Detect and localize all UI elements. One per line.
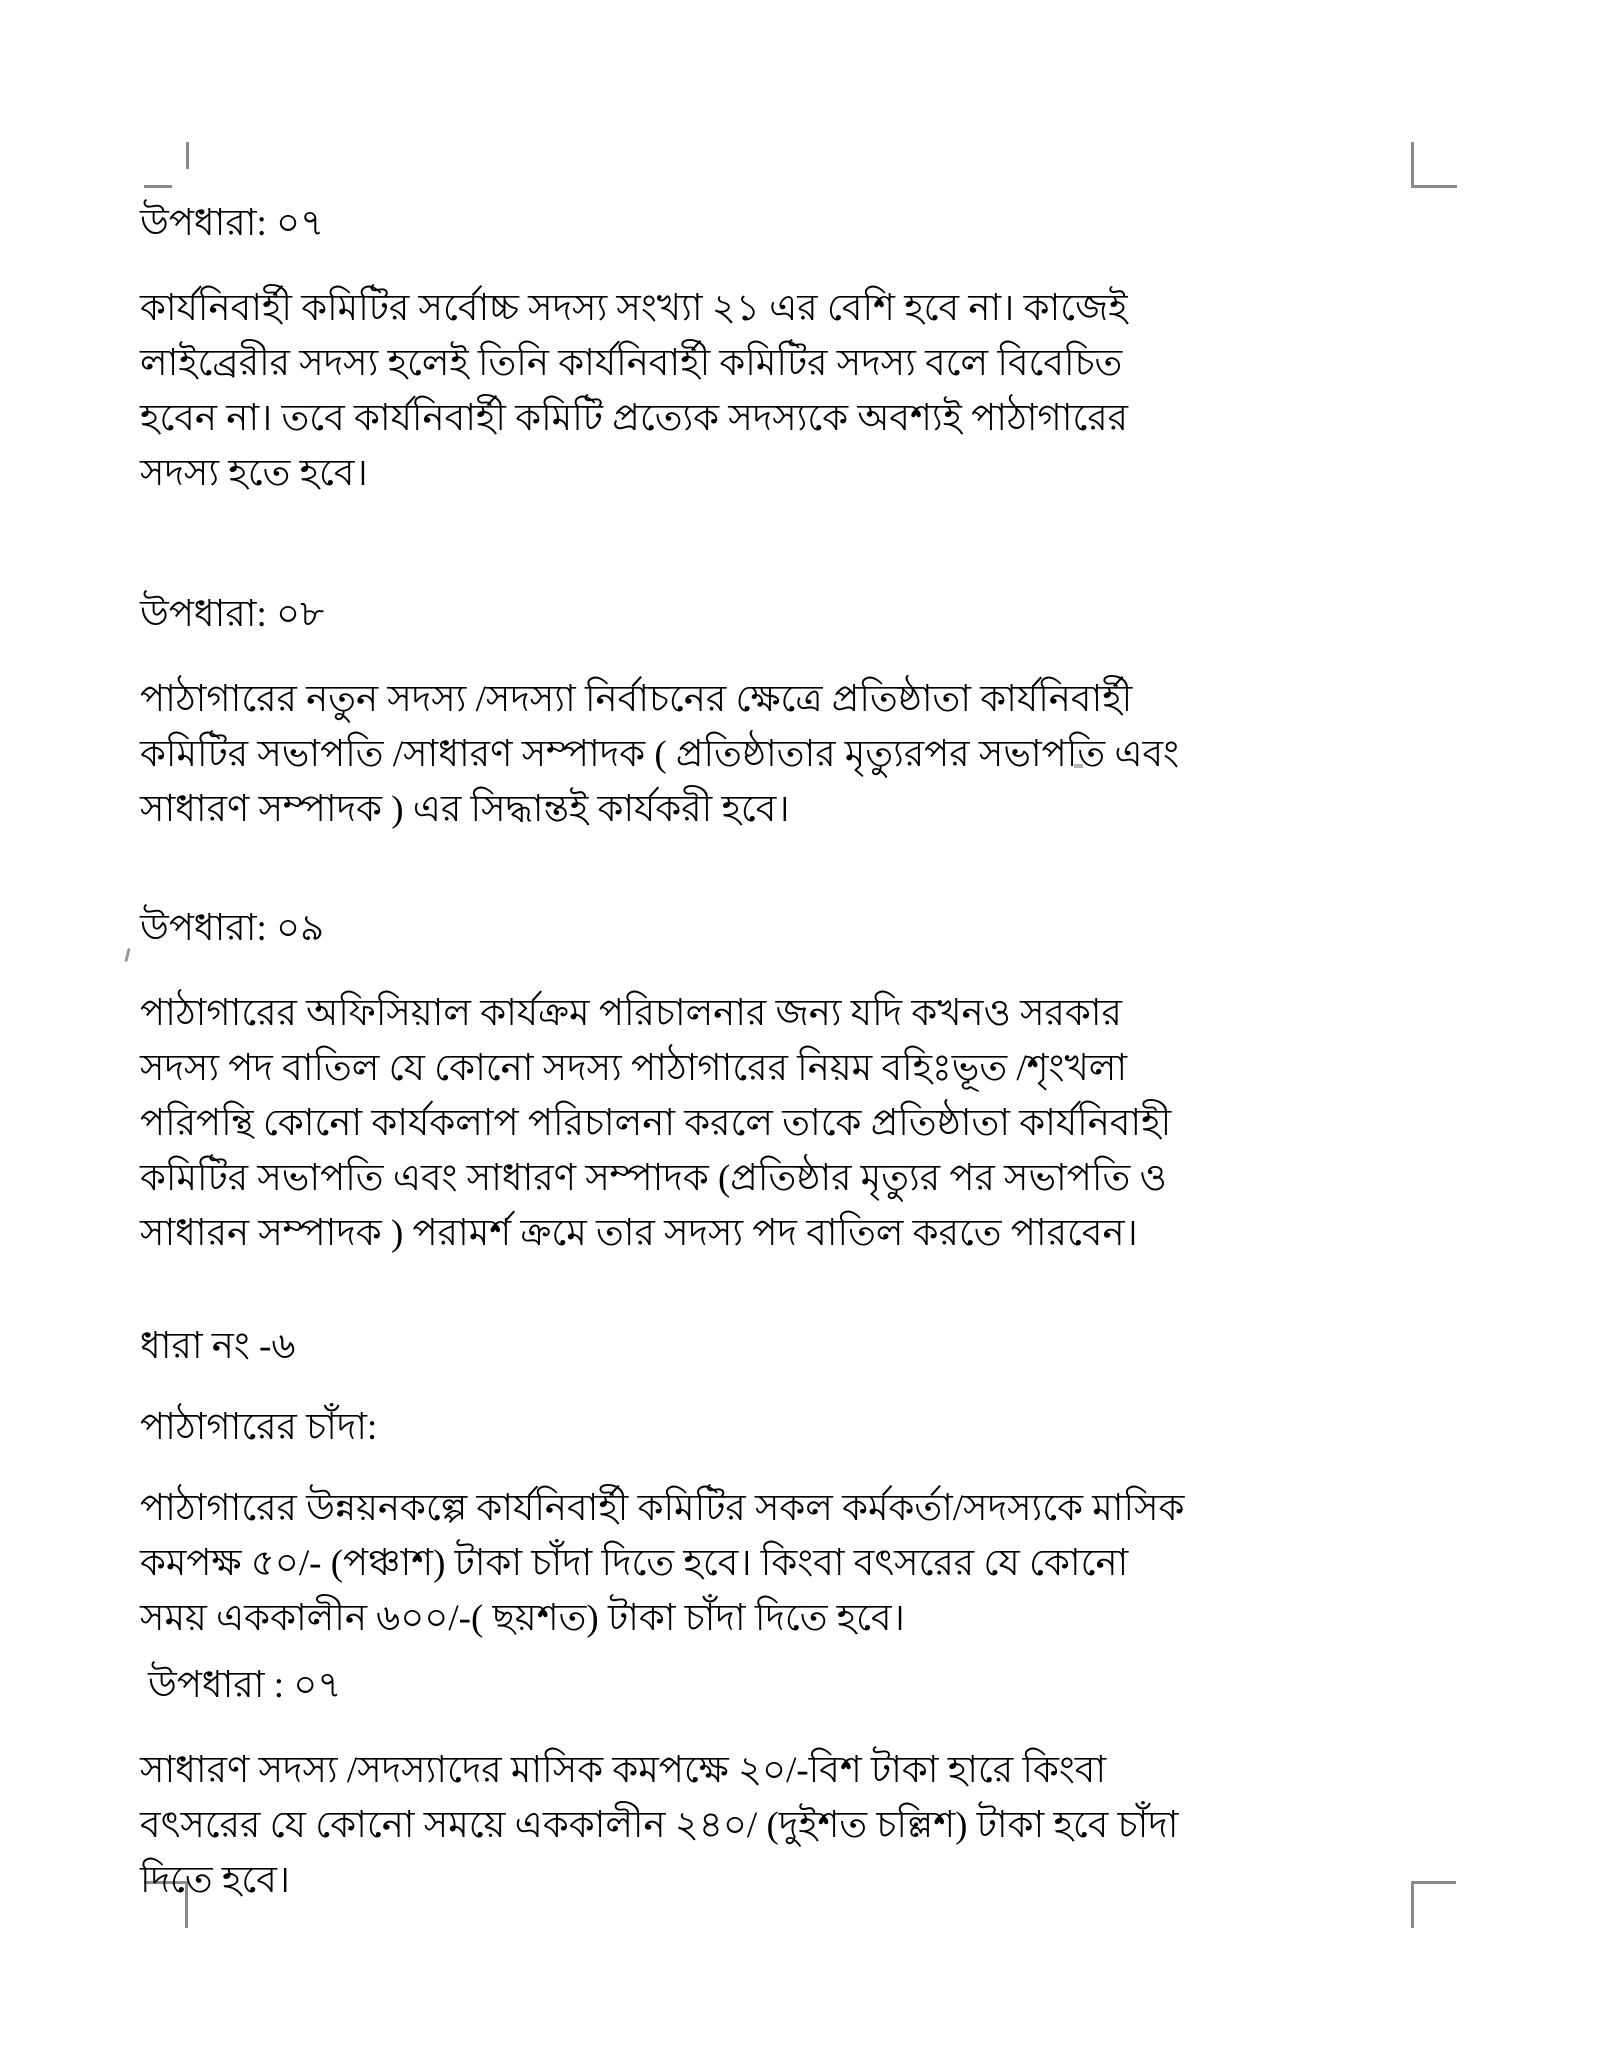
subclause-07-paragraph: কার্যনিবার্হী কমিটির সর্বোচ্চ সদস্য সংখ্যা ২১ এর বেশি হবে না। কাজেই লাইব্রেরীর সদস্য হলেই তিনি কার্যনিবার্হী কমিটির সদস্য বলে বিবেচিত হবেন না। তবে কার্যনিবার্হী কমিটি প্রত্যেক সদস্যকে অবশ্যই পাঠাগারের সদস্য হতে হবে।	[140, 288, 1129, 494]
subclause-09-heading: উপধারা: ০৯	[140, 908, 325, 949]
subclause-07b-paragraph: সাধারণ সদস্য /সদস্যাদের মাসিক কমপক্ষে ২০/-বিশ টাকা হারে কিংবা বৎসরের যে কোনো সময়ে এককালীন ২৪০/ (দুইশত চল্লিশ) টাকা হবে চাঁদা দিতে হবে।	[140, 1750, 1179, 1901]
section-subclause-07	[140, 196, 1188, 501]
subclause-07b-heading: উপধারা : ০৭	[148, 1665, 342, 1706]
corner-mark-top-left-vertical	[186, 142, 189, 169]
subclause-09-paragraph: পাঠাগারের অফিসিয়াল কার্যক্রম পরিচালনার জন্য যদি কখনও সরকার সদস্য পদ বাতিল যে কোনো সদস্য পাঠাগারের নিয়ম বহিঃভূত /শৃংখলা পরিপন্থি কোনো কার্যকলাপ পরিচালনা করলে তাকে প্রতিষ্ঠাতা কার্যনিবাহী কমিটির সভাপতি এবং সাধারণ সম্পাদক (প্রতিষ্ঠার মৃত্যুর পর সভাপতি ও সাধারন সম্পাদক ) পরামর্শ ক্রমে তার সদস্য পদ বাতিল করতে পারবেন।	[140, 993, 1172, 1254]
subclause-08-heading: উপধারা: ০৮	[140, 594, 325, 635]
corner-mark-top-right-horizontal	[1411, 185, 1457, 188]
section-subclause-07-of-clause-6	[140, 1658, 1188, 1908]
document-content	[140, 196, 1188, 1908]
clause-6-paragraph: পাঠাগারের উন্নয়নকল্পে কার্যনিবার্হী কমিটির সকল কর্মকর্তা/সদস্যকে মাসিক কমপক্ষ ৫০/- (পঞ্চাশ) টাকা চাঁদা দিতে হবে। কিংবা বৎসরের যে কোনো সময় এককালীন ৬০০/-( ছয়শত) টাকা চাঁদা দিতে হবে।	[140, 1488, 1185, 1639]
corner-mark-top-right-vertical	[1411, 142, 1414, 188]
corner-mark-bottom-right-vertical	[1411, 1881, 1414, 1928]
clause-6-heading: ধারা নং -৬	[140, 1326, 296, 1367]
subclause-07-heading: উপধারা: ০৭	[140, 203, 325, 244]
section-subclause-08	[140, 587, 1188, 837]
scan-artifact-left	[124, 948, 130, 962]
corner-mark-top-left-horizontal	[144, 185, 172, 188]
section-clause-6	[140, 1319, 1188, 1646]
subclause-08-paragraph: পাঠাগারের নতুন সদস্য /সদস্যা নির্বাচনের ক্ষেত্রে প্রতিষ্ঠাতা কার্যনিবার্হী কমিটির সভাপতি /সাধারণ সম্পাদক ( প্রতিষ্ঠাতার মৃত্যুরপর সভাপতি এবং সাধারণ সম্পাদক ) এর সিদ্ধান্তই কার্যকরী হবে।	[140, 679, 1180, 830]
clause-6-subheading: পাঠাগারের চাঁদা:	[140, 1407, 378, 1448]
corner-mark-bottom-right-horizontal	[1411, 1881, 1456, 1884]
section-subclause-09	[140, 901, 1188, 1261]
